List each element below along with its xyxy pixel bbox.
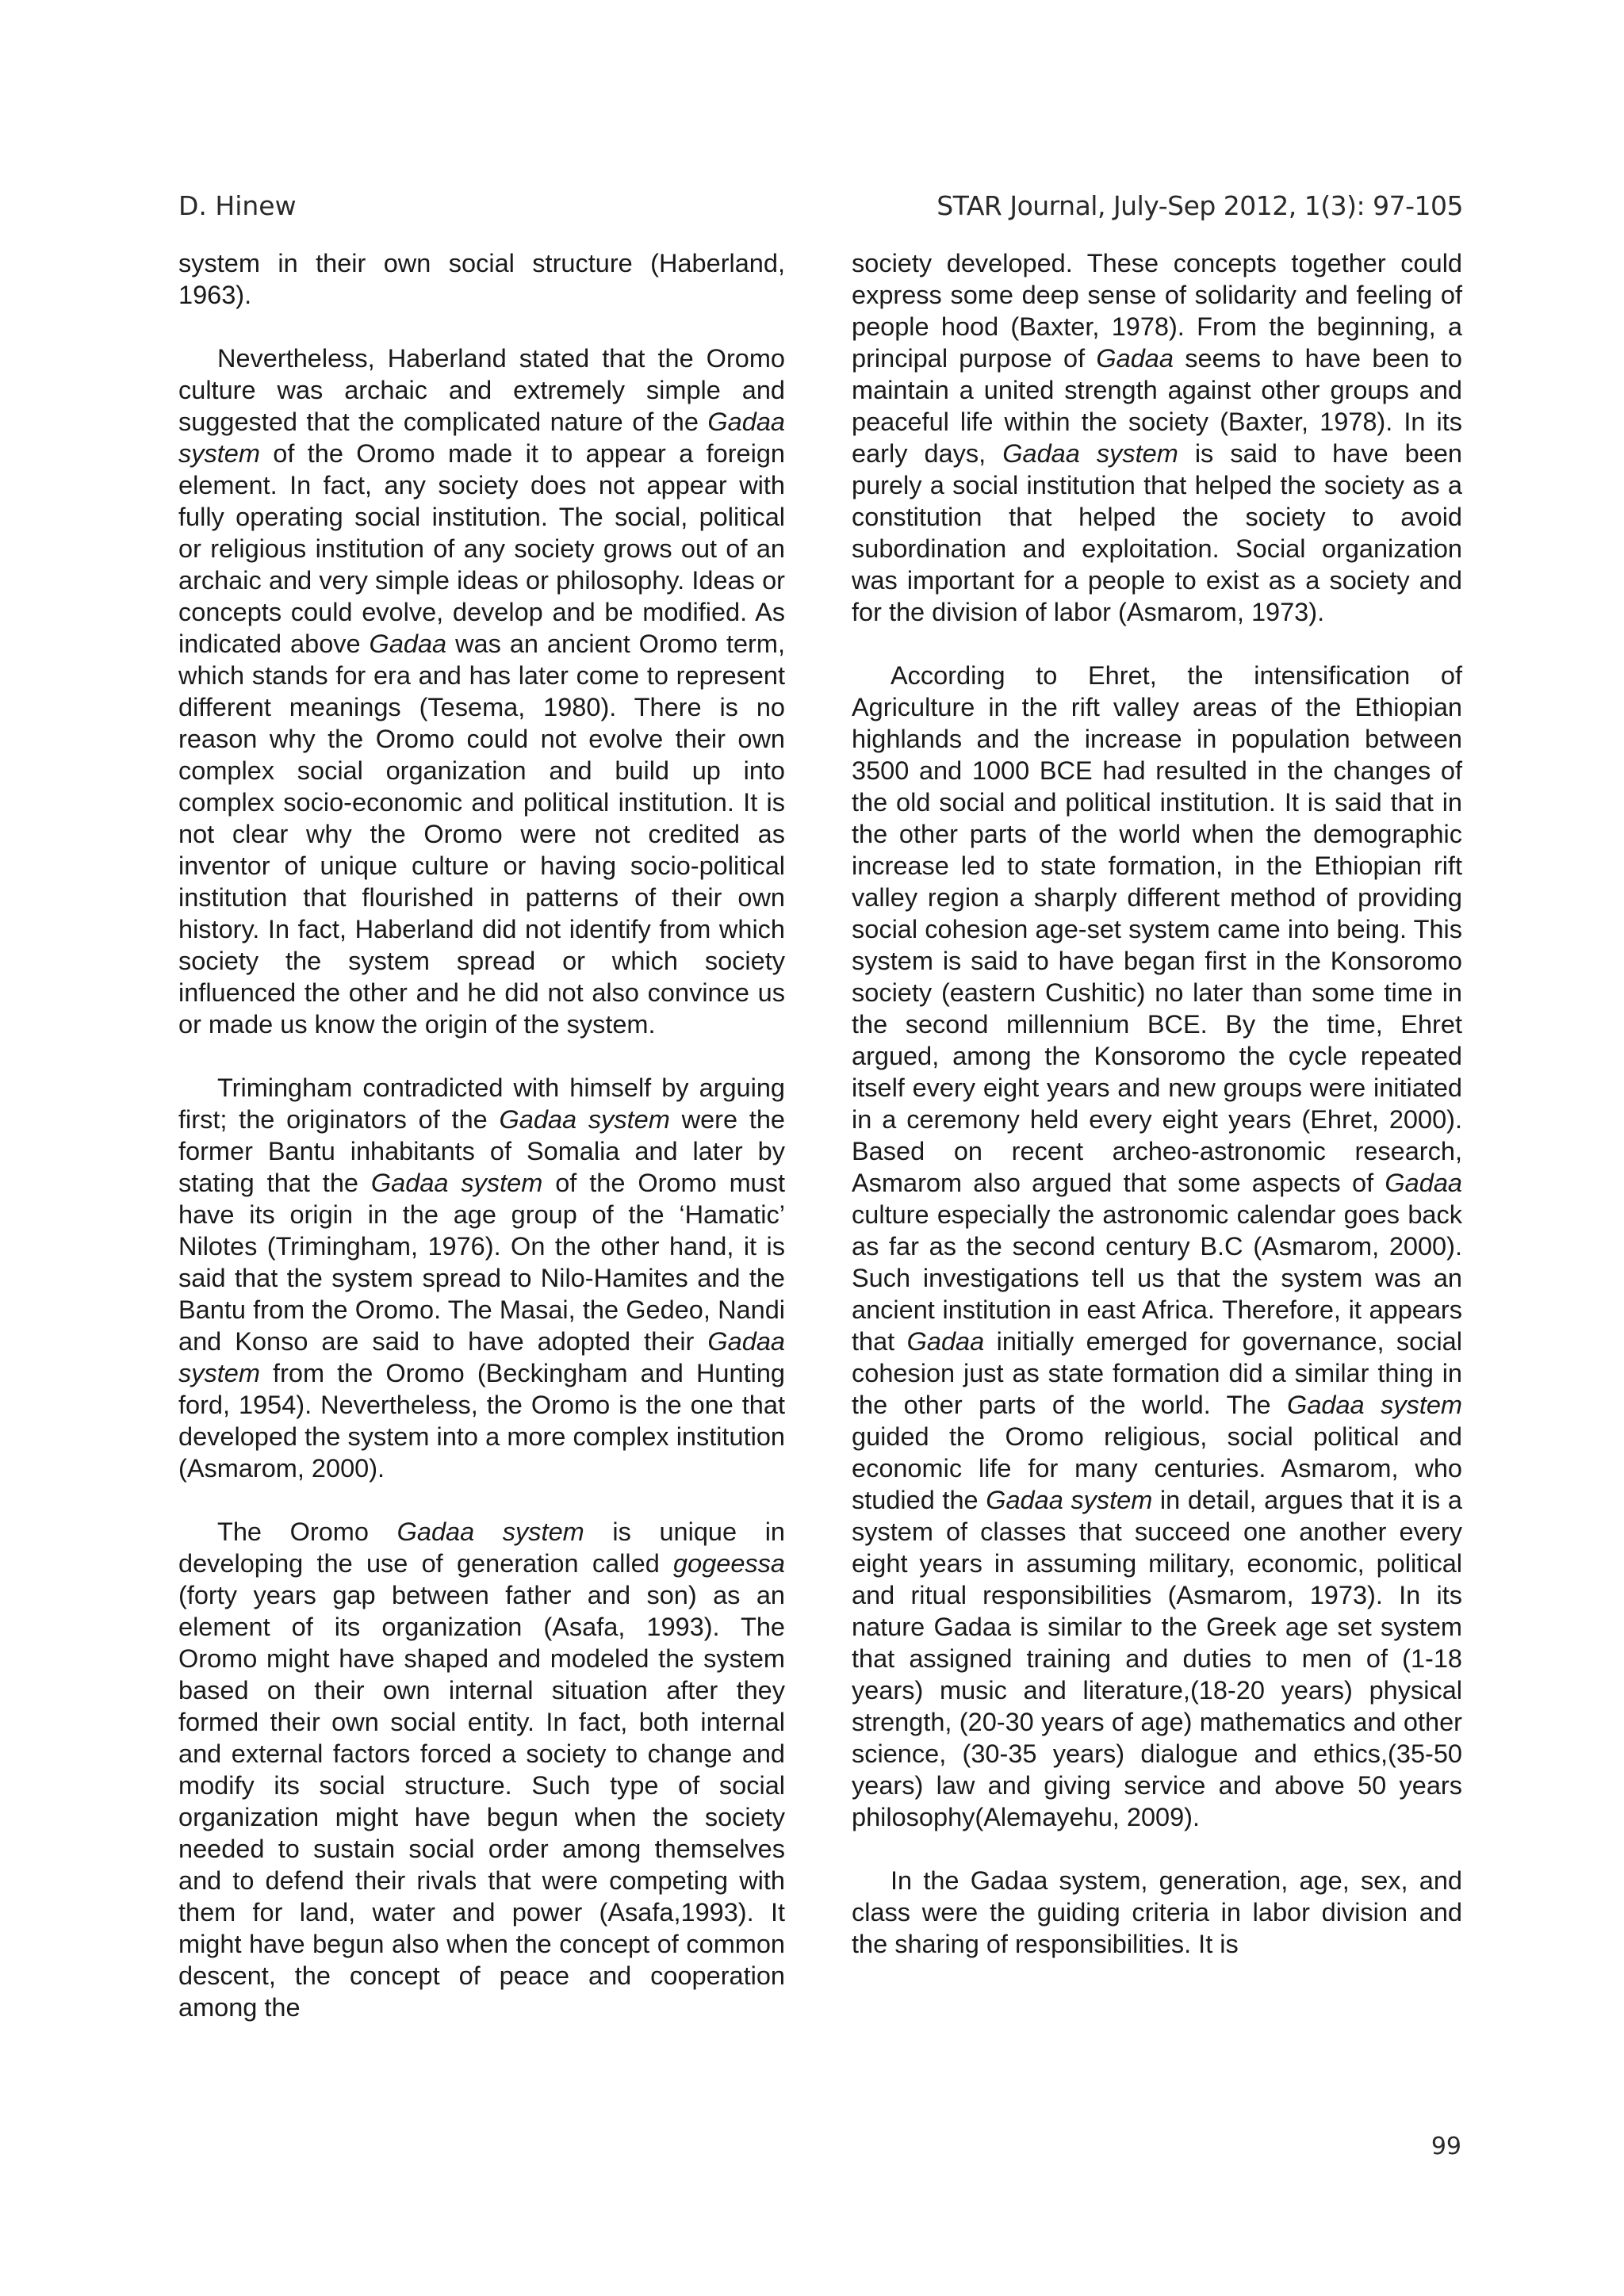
italic-term: Gadaa bbox=[369, 629, 447, 658]
text-run: The Oromo bbox=[217, 1517, 397, 1546]
italic-term: Gadaa system bbox=[499, 1105, 670, 1134]
text-run: In the Gadaa system, generation, age, sex, and class were the guiding criteria in labor division and the sharing of responsibilities. It is bbox=[852, 1866, 1462, 1958]
text-run: (forty years gap between father and son) as an element of its organization (Asafa, 1993). The Oromo might have shaped and modeled the system based on their own internal situation after they formed their own social entity. In fact, both internal and external factors forced a society to change and modify its social structure. Such type of social organization might have begun when the society needed to sustain social order among themselves and to defend their rivals that were competing with them for land, water and power (Asafa,1993). It might have begun also when the concept of common descent, the concept of peace and cooperation among the bbox=[178, 1581, 785, 2022]
italic-term: Gadaa bbox=[906, 1327, 985, 1356]
text-run: Nevertheless, Haberland stated that the Oromo culture was archaic and extremely simple and suggested that the complicated nature of the bbox=[178, 344, 785, 436]
right-text-column bbox=[852, 247, 1462, 1960]
text-run: from the Oromo (Beckingham and Hunting ford, 1954). Nevertheless, the Oromo is the one that developed the system into a more complex institution (Asmarom, 2000). bbox=[178, 1359, 785, 1483]
text-run: guided the Oromo religious, social political and economic life for many centuries. Asmarom, who studied the bbox=[852, 1422, 1462, 1514]
italic-term: Gadaa system bbox=[178, 1327, 785, 1387]
running-header-journal: STAR Journal, July-Sep 2012, 1(3): 97-105 bbox=[936, 190, 1463, 221]
paragraph bbox=[178, 1072, 785, 1484]
italic-term: Gadaa system bbox=[986, 1486, 1153, 1514]
italic-term: Gadaa system bbox=[1287, 1391, 1463, 1419]
italic-term: Gadaa system bbox=[396, 1517, 584, 1546]
italic-term: Gadaa system bbox=[178, 408, 785, 468]
text-run: According to Ehret, the intensification of Agriculture in the rift valley areas of the Ethiopian highlands and the increase in population between 3500 and 1000 BCE had resulted in the changes of the old social and political institution. It is said that in the other parts of the world when the demographic increase led to state formation, in the Ethiopian rift valley region a sharply different method of providing social cohesion age-set system came into being. This system is said to have began first in the Konsoromo society (eastern Cushitic) no later than some time in the second millennium BCE. By the time, Ehret argued, among the Konsoromo the cycle repeated itself every eight years and new groups were initiated in a ceremony held every eight years (Ehret, 2000). Based on recent archeo-astronomic research, Asmarom also argued that some aspects of bbox=[852, 661, 1462, 1197]
paragraph bbox=[178, 342, 785, 1040]
paragraph bbox=[852, 660, 1462, 1833]
text-run: culture especially the astronomic calendar goes back as far as the second century B.C (Asmarom, 2000). Such investigations tell us that the system was an ancient institution in east Africa. Therefore, it appears that bbox=[852, 1200, 1462, 1356]
text-run: were the former Bantu inhabitants of Somalia and later by stating that the bbox=[178, 1105, 786, 1197]
italic-term: Gadaa bbox=[1385, 1169, 1462, 1197]
text-run: of the Oromo made it to appear a foreign element. In fact, any society does not appear with fully operating social institution. The social, political or religious institution of any society grows out of an archaic and very simple ideas or philosophy. Ideas or concepts could evolve, develop and be modified. As indicated above bbox=[178, 439, 785, 658]
text-run: seems to have been to maintain a united strength against other groups and peaceful life within the society (Baxter, 1978). In its early days, bbox=[852, 344, 1462, 468]
paragraph bbox=[178, 247, 785, 311]
left-text-column bbox=[178, 247, 785, 2023]
paragraph bbox=[852, 1865, 1462, 1960]
italic-term: Gadaa system bbox=[370, 1169, 543, 1197]
text-run: society developed. These concepts together could express some deep sense of solidarity and feeling of people hood (Baxter, 1978). From the beginning, a principal purpose of bbox=[852, 249, 1462, 373]
italic-term: Gadaa system bbox=[1002, 439, 1178, 468]
text-run: is unique in developing the use of generation called bbox=[178, 1517, 785, 1578]
page-number: 99 bbox=[1431, 2133, 1461, 2160]
paragraph bbox=[178, 1516, 785, 2023]
text-run: Trimingham contradicted with himself by arguing first; the originators of the bbox=[178, 1073, 785, 1134]
italic-term: Gadaa bbox=[1096, 344, 1174, 373]
text-run: initially emerged for governance, social cohesion just as state formation did a similar thing in the other parts of the world. The bbox=[852, 1327, 1462, 1419]
text-run: of the Oromo must have its origin in the age group of the ‘Hamatic’ Nilotes (Trimingham, 1976). On the other hand, it is said that the system spread to Nilo-Hamites and the Bantu from the Oromo. The Masai, the Gedeo, Nandi and Konso are said to have adopted their bbox=[178, 1169, 785, 1356]
text-run: is said to have been purely a social institution that helped the society as a constitution that helped the society to avoid subordination and exploitation. Social organization was important for a people to exist as a society and for the division of labor (Asmarom, 1973). bbox=[852, 439, 1462, 626]
running-header-author: D. Hinew bbox=[178, 190, 297, 221]
text-run: was an ancient Oromo term, which stands for era and has later come to represent different meanings (Tesema, 1980). There is no reason why the Oromo could not evolve their own complex social organization and build up into complex socio-economic and political institution. It is not clear why the Oromo were not credited as inventor of unique culture or having socio-political institution that flourished in patterns of their own history. In fact, Haberland did not identify from which society the system spread or which society influenced the other and he did not also convince us or made us know the origin of the system. bbox=[178, 629, 785, 1039]
text-run: in detail, argues that it is a system of classes that succeed one another every eight years in assuming military, economic, political and ritual responsibilities (Asmarom, 1973). In its nature Gadaa is similar to the Greek age set system that assigned training and duties to men of (1-18 years) music and literature,(18-20 years) physical strength, (20-30 years of age) mathematics and other science, (30-35 years) dialogue and ethics,(35-50 years) law and giving service and above 50 years philosophy(Alemayehu, 2009). bbox=[852, 1486, 1462, 1831]
italic-term: gogeessa bbox=[673, 1549, 785, 1578]
paragraph bbox=[852, 247, 1462, 628]
text-run: system in their own social structure (Haberland, 1963). bbox=[178, 249, 785, 309]
